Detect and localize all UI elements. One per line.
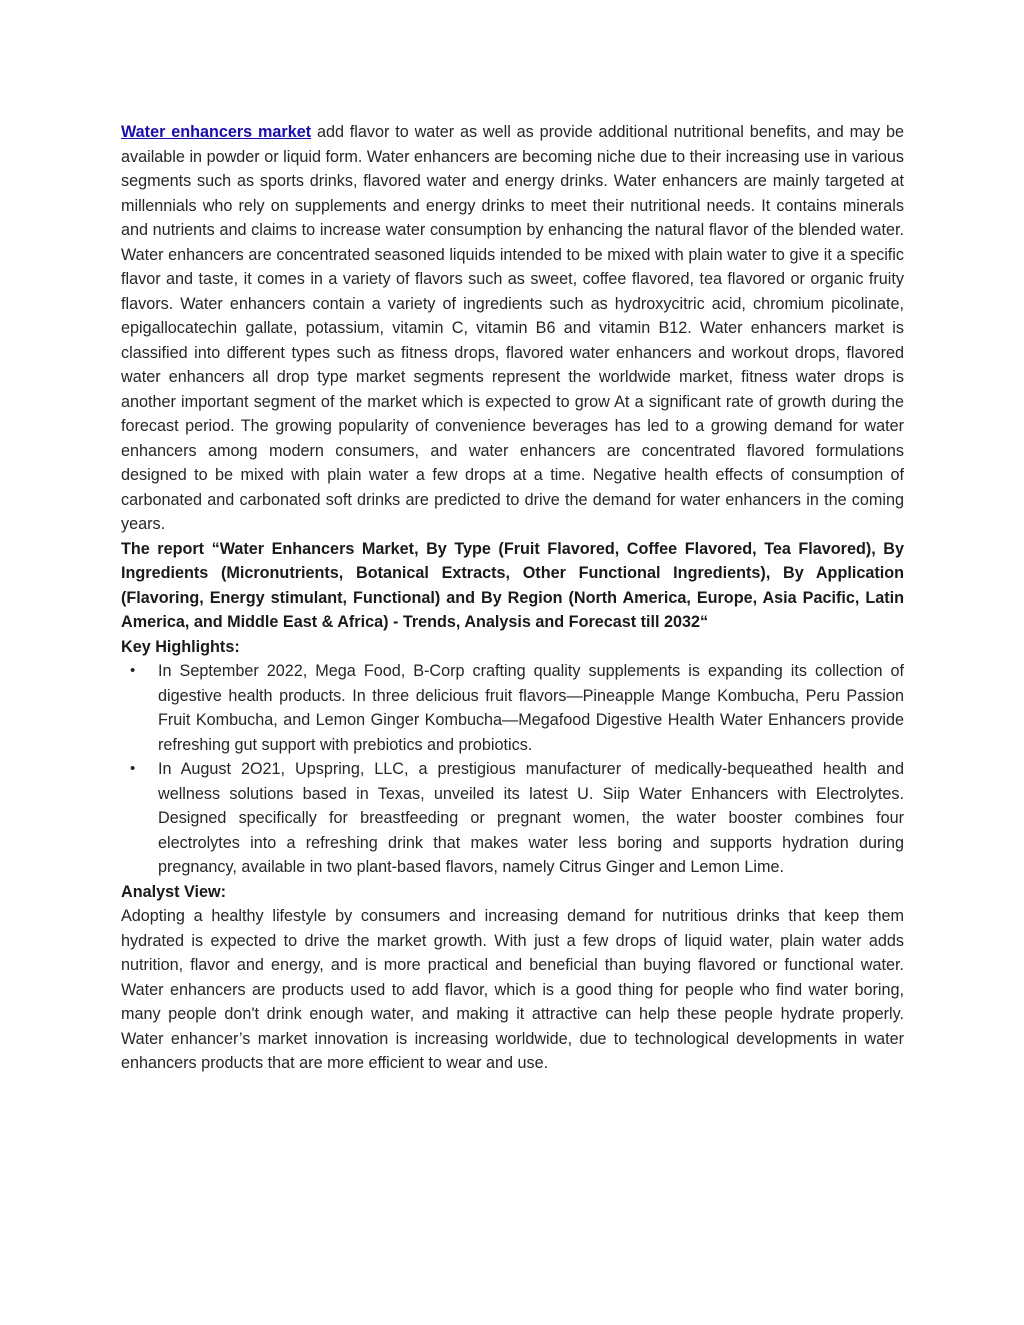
key-highlights-list (121, 659, 904, 880)
report-title: The report “Water Enhancers Market, By Type (Fruit Flavored, Coffee Flavored, Tea Flavored), By Ingredients (Micronutrients, Botanical Extracts, Other Functional Ingredients), By Application (Flavoring, Energy stimulant, Functional) and By Region (North America, Europe, Asia Pacific, Latin America, and Middle East & Africa) - Trends, Analysis and Forecast till 2032“ (121, 539, 904, 631)
highlight-text: In September 2022, Mega Food, B-Corp crafting quality supplements is expanding its collection of digestive health products. In three delicious fruit flavors—Pineapple Mange Kombucha, Peru Passion Fruit Kombucha, and Lemon Ginger Kombucha—Megafood Digestive Health Water Enhancers provide refreshing gut support with prebiotics and probiotics. (158, 662, 904, 754)
bullet-icon: • (130, 760, 136, 777)
highlight-text: In August 2O21, Upspring, LLC, a prestigious manufacturer of medically-bequeathed health and wellness solutions based in Texas, unveiled its latest U. Siip Water Enhancers with Electrolytes. Designed specifically for breastfeeding or pregnant women, the water booster combines four electrolytes into a refreshing drink that makes water less boring and supports hydration during pregnancy, available in two plant-based flavors, namely Citrus Ginger and Lemon Lime. (158, 760, 904, 876)
analyst-view-paragraph: Adopting a healthy lifestyle by consumers and increasing demand for nutritious drinks that keep them hydrated is expected to drive the market growth. With just a few drops of liquid water, plain water adds nutrition, flavor and energy, and is more practical and beneficial than buying flavored or functional water. Water enhancers are products used to add flavor, which is a good thing for people who find water boring, many people don't drink enough water, and making it attractive can help these people hydrate properly. Water enhancer’s market innovation is increasing worldwide, due to technological developments in water enhancers products that are more efficient to wear and use. (121, 907, 904, 1072)
water-enhancers-market-link[interactable]: Water enhancers market (121, 123, 312, 141)
key-highlights-heading: Key Highlights: (121, 637, 240, 656)
document-page (121, 120, 904, 1076)
bullet-icon: • (130, 662, 136, 679)
list-item (121, 659, 904, 757)
intro-body-text: add flavor to water as well as provide additional nutritional benefits, and may be available in powder or liquid form. Water enhancers are becoming niche due to their increasing use in various segments such as sports drinks, flavored water and energy drinks. Water enhancers are mainly targeted at millennials who rely on supplements and energy drinks to meet their nutritional needs. It contains minerals and nutrients and claims to increase water consumption by enhancing the natural flavor of the blended water. Water enhancers are concentrated seasoned liquids intended to be mixed with plain water to give it a specific flavor and taste, it comes in a variety of flavors such as sweet, coffee flavored, tea flavored or organic fruity flavors. Water enhancers contain a variety of ingredients such as hydroxycitric acid, chromium picolinate, epigallocatechin gallate, potassium, vitamin C, vitamin B6 and vitamin B12. Water enhancers market is classified into different types such as fitness drops, flavored water enhancers and workout drops, flavored water enhancers all drop type market segments represent the worldwide market, fitness water drops is another important segment of the market which is expected to grow At a significant rate of growth during the forecast period. The growing popularity of convenience beverages has led to a growing demand for water enhancers among modern consumers, and water enhancers are concentrated flavored formulations designed to be mixed with plain water a few drops at a time. Negative health effects of consumption of carbonated and carbonated soft drinks are predicted to drive the demand for water enhancers in the coming years. (121, 123, 904, 533)
list-item (121, 757, 904, 880)
analyst-view-heading: Analyst View: (121, 882, 226, 901)
intro-paragraph (121, 120, 904, 537)
